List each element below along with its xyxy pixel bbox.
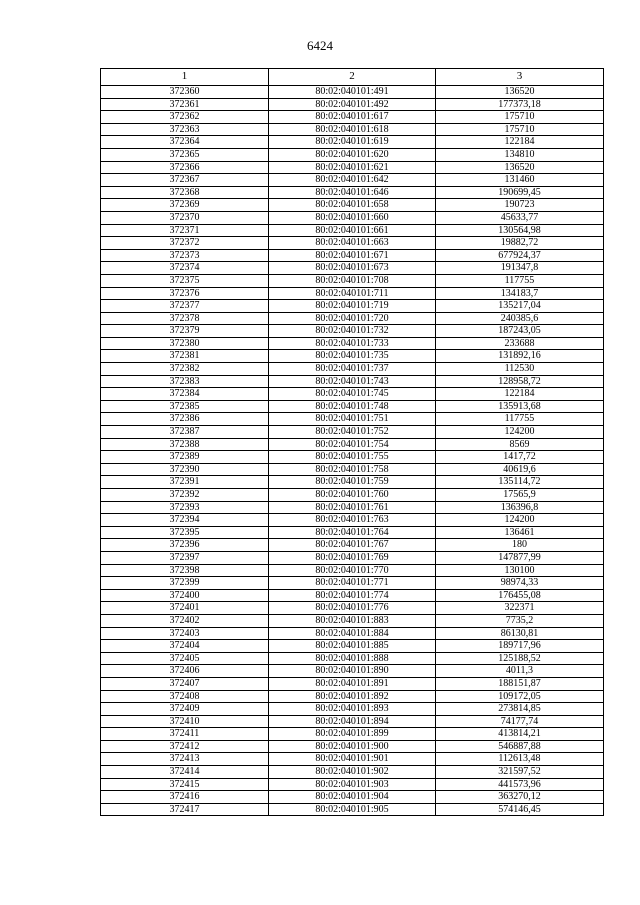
cadastral-number-cell: 80:02:040101:732 (269, 325, 436, 338)
table-row (101, 551, 604, 564)
cadastral-number-cell: 80:02:040101:658 (269, 199, 436, 212)
value-cell: 135913,68 (436, 400, 604, 413)
cadastral-number-cell: 80:02:040101:894 (269, 715, 436, 728)
cadastral-number-cell: 80:02:040101:899 (269, 728, 436, 741)
value-cell: 574146,45 (436, 803, 604, 816)
cadastral-number-cell: 80:02:040101:642 (269, 174, 436, 187)
cadastral-number-cell: 80:02:040101:903 (269, 778, 436, 791)
table-row (101, 224, 604, 237)
page-number: 6424 (307, 38, 333, 53)
value-cell: 190723 (436, 199, 604, 212)
value-cell: 98974,33 (436, 577, 604, 590)
row-number-cell: 372365 (101, 148, 269, 161)
table-row (101, 262, 604, 275)
value-cell: 40619,6 (436, 463, 604, 476)
table-row (101, 640, 604, 653)
cadastral-number-cell: 80:02:040101:771 (269, 577, 436, 590)
row-number-cell: 372372 (101, 237, 269, 250)
row-number-cell: 372362 (101, 111, 269, 124)
cadastral-number-cell: 80:02:040101:776 (269, 602, 436, 615)
row-number-cell: 372376 (101, 287, 269, 300)
cadastral-number-cell: 80:02:040101:752 (269, 426, 436, 439)
value-cell: 19882,72 (436, 237, 604, 250)
row-number-cell: 372390 (101, 463, 269, 476)
value-cell: 177373,18 (436, 98, 604, 111)
row-number-cell: 372384 (101, 388, 269, 401)
table-row (101, 476, 604, 489)
table-row (101, 274, 604, 287)
row-number-cell: 372371 (101, 224, 269, 237)
row-number-cell: 372416 (101, 791, 269, 804)
row-number-cell: 372367 (101, 174, 269, 187)
table-row (101, 111, 604, 124)
cadastral-number-cell: 80:02:040101:891 (269, 677, 436, 690)
row-number-cell: 372393 (101, 501, 269, 514)
cadastral-number-cell: 80:02:040101:901 (269, 753, 436, 766)
value-cell: 122184 (436, 136, 604, 149)
value-cell: 363270,12 (436, 791, 604, 804)
row-number-cell: 372360 (101, 86, 269, 99)
cadastral-number-cell: 80:02:040101:743 (269, 375, 436, 388)
cadastral-number-cell: 80:02:040101:761 (269, 501, 436, 514)
value-cell: 131892,16 (436, 350, 604, 363)
value-cell: 131460 (436, 174, 604, 187)
value-cell: 273814,85 (436, 703, 604, 716)
value-cell: 546887,88 (436, 740, 604, 753)
row-number-cell: 372403 (101, 627, 269, 640)
row-number-cell: 372395 (101, 526, 269, 539)
value-cell: 136520 (436, 161, 604, 174)
cadastral-table (100, 68, 604, 816)
cadastral-number-cell: 80:02:040101:774 (269, 589, 436, 602)
row-number-cell: 372402 (101, 614, 269, 627)
cadastral-number-cell: 80:02:040101:661 (269, 224, 436, 237)
table-row (101, 123, 604, 136)
value-cell: 321597,52 (436, 766, 604, 779)
cadastral-number-cell: 80:02:040101:671 (269, 249, 436, 262)
row-number-cell: 372389 (101, 451, 269, 464)
value-cell: 191347,8 (436, 262, 604, 275)
table-row (101, 388, 604, 401)
table-row (101, 526, 604, 539)
row-number-cell: 372410 (101, 715, 269, 728)
cadastral-number-cell: 80:02:040101:883 (269, 614, 436, 627)
row-number-cell: 372370 (101, 211, 269, 224)
value-cell: 190699,45 (436, 186, 604, 199)
cadastral-number-cell: 80:02:040101:745 (269, 388, 436, 401)
table-row (101, 174, 604, 187)
table-row (101, 514, 604, 527)
table-row (101, 287, 604, 300)
value-cell: 122184 (436, 388, 604, 401)
table-row (101, 791, 604, 804)
cadastral-number-cell: 80:02:040101:618 (269, 123, 436, 136)
cadastral-number-cell: 80:02:040101:904 (269, 791, 436, 804)
row-number-cell: 372412 (101, 740, 269, 753)
row-number-cell: 372361 (101, 98, 269, 111)
value-cell: 74177,74 (436, 715, 604, 728)
value-cell: 45633,77 (436, 211, 604, 224)
cadastral-number-cell: 80:02:040101:748 (269, 400, 436, 413)
row-number-cell: 372385 (101, 400, 269, 413)
table-row (101, 199, 604, 212)
table-row (101, 703, 604, 716)
table-row (101, 337, 604, 350)
column-header-3: 3 (436, 69, 604, 86)
value-cell: 136461 (436, 526, 604, 539)
value-cell: 8569 (436, 438, 604, 451)
table-body (101, 86, 604, 816)
table-row (101, 690, 604, 703)
value-cell: 147877,99 (436, 551, 604, 564)
cadastral-number-cell: 80:02:040101:711 (269, 287, 436, 300)
table-row (101, 463, 604, 476)
table-row (101, 602, 604, 615)
cadastral-number-cell: 80:02:040101:663 (269, 237, 436, 250)
row-number-cell: 372400 (101, 589, 269, 602)
row-number-cell: 372394 (101, 514, 269, 527)
row-number-cell: 372380 (101, 337, 269, 350)
cadastral-number-cell: 80:02:040101:619 (269, 136, 436, 149)
table-row (101, 577, 604, 590)
cadastral-number-cell: 80:02:040101:720 (269, 312, 436, 325)
cadastral-number-cell: 80:02:040101:733 (269, 337, 436, 350)
cadastral-number-cell: 80:02:040101:892 (269, 690, 436, 703)
cadastral-number-cell: 80:02:040101:767 (269, 539, 436, 552)
row-number-cell: 372413 (101, 753, 269, 766)
value-cell: 1417,72 (436, 451, 604, 464)
table-row (101, 614, 604, 627)
table-row (101, 186, 604, 199)
value-cell: 117755 (436, 274, 604, 287)
cadastral-number-cell: 80:02:040101:902 (269, 766, 436, 779)
cadastral-number-cell: 80:02:040101:735 (269, 350, 436, 363)
table-row (101, 300, 604, 313)
row-number-cell: 372377 (101, 300, 269, 313)
row-number-cell: 372407 (101, 677, 269, 690)
row-number-cell: 372375 (101, 274, 269, 287)
row-number-cell: 372397 (101, 551, 269, 564)
value-cell: 112613,48 (436, 753, 604, 766)
table-row (101, 539, 604, 552)
row-number-cell: 372363 (101, 123, 269, 136)
table-row (101, 350, 604, 363)
cadastral-number-cell: 80:02:040101:617 (269, 111, 436, 124)
value-cell: 130564,98 (436, 224, 604, 237)
table-row (101, 489, 604, 502)
value-cell: 233688 (436, 337, 604, 350)
table-row (101, 363, 604, 376)
cadastral-number-cell: 80:02:040101:755 (269, 451, 436, 464)
row-number-cell: 372405 (101, 652, 269, 665)
value-cell: 677924,37 (436, 249, 604, 262)
row-number-cell: 372387 (101, 426, 269, 439)
value-cell: 125188,52 (436, 652, 604, 665)
cadastral-number-cell: 80:02:040101:770 (269, 564, 436, 577)
table-row (101, 98, 604, 111)
row-number-cell: 372417 (101, 803, 269, 816)
table-row (101, 677, 604, 690)
table-row (101, 766, 604, 779)
table-row (101, 161, 604, 174)
cadastral-number-cell: 80:02:040101:621 (269, 161, 436, 174)
cadastral-number-cell: 80:02:040101:754 (269, 438, 436, 451)
value-cell: 175710 (436, 111, 604, 124)
table-row (101, 740, 604, 753)
row-number-cell: 372364 (101, 136, 269, 149)
row-number-cell: 372381 (101, 350, 269, 363)
table-row (101, 249, 604, 262)
row-number-cell: 372366 (101, 161, 269, 174)
value-cell: 17565,9 (436, 489, 604, 502)
table-row (101, 86, 604, 99)
row-number-cell: 372382 (101, 363, 269, 376)
column-header-1: 1 (101, 69, 269, 86)
value-cell: 124200 (436, 514, 604, 527)
value-cell: 135114,72 (436, 476, 604, 489)
table-row (101, 803, 604, 816)
table-row (101, 237, 604, 250)
table-row (101, 312, 604, 325)
row-number-cell: 372409 (101, 703, 269, 716)
row-number-cell: 372415 (101, 778, 269, 791)
table-row (101, 715, 604, 728)
cadastral-number-cell: 80:02:040101:884 (269, 627, 436, 640)
cadastral-number-cell: 80:02:040101:673 (269, 262, 436, 275)
table-row (101, 501, 604, 514)
table-row (101, 627, 604, 640)
table-row (101, 778, 604, 791)
value-cell: 240385,6 (436, 312, 604, 325)
value-cell: 413814,21 (436, 728, 604, 741)
value-cell: 128958,72 (436, 375, 604, 388)
value-cell: 136396,8 (436, 501, 604, 514)
value-cell: 86130,81 (436, 627, 604, 640)
value-cell: 117755 (436, 413, 604, 426)
table-header-row (101, 69, 604, 86)
cadastral-number-cell: 80:02:040101:719 (269, 300, 436, 313)
cadastral-number-cell: 80:02:040101:737 (269, 363, 436, 376)
value-cell: 135217,04 (436, 300, 604, 313)
cadastral-number-cell: 80:02:040101:763 (269, 514, 436, 527)
value-cell: 180 (436, 539, 604, 552)
cadastral-number-cell: 80:02:040101:758 (269, 463, 436, 476)
row-number-cell: 372386 (101, 413, 269, 426)
value-cell: 322371 (436, 602, 604, 615)
cadastral-number-cell: 80:02:040101:764 (269, 526, 436, 539)
value-cell: 136520 (436, 86, 604, 99)
cadastral-number-cell: 80:02:040101:708 (269, 274, 436, 287)
value-cell: 124200 (436, 426, 604, 439)
cadastral-number-cell: 80:02:040101:491 (269, 86, 436, 99)
table-row (101, 375, 604, 388)
table-row (101, 753, 604, 766)
row-number-cell: 372383 (101, 375, 269, 388)
row-number-cell: 372374 (101, 262, 269, 275)
row-number-cell: 372379 (101, 325, 269, 338)
table-row (101, 400, 604, 413)
cadastral-number-cell: 80:02:040101:492 (269, 98, 436, 111)
table-row (101, 438, 604, 451)
row-number-cell: 372396 (101, 539, 269, 552)
value-cell: 109172,05 (436, 690, 604, 703)
cadastral-number-cell: 80:02:040101:905 (269, 803, 436, 816)
table-row (101, 413, 604, 426)
row-number-cell: 372373 (101, 249, 269, 262)
table-row (101, 589, 604, 602)
value-cell: 441573,96 (436, 778, 604, 791)
table-row (101, 325, 604, 338)
value-cell: 7735,2 (436, 614, 604, 627)
row-number-cell: 372406 (101, 665, 269, 678)
value-cell: 176455,08 (436, 589, 604, 602)
table-row (101, 211, 604, 224)
row-number-cell: 372369 (101, 199, 269, 212)
table-row (101, 564, 604, 577)
cadastral-number-cell: 80:02:040101:888 (269, 652, 436, 665)
cadastral-number-cell: 80:02:040101:900 (269, 740, 436, 753)
value-cell: 175710 (436, 123, 604, 136)
cadastral-number-cell: 80:02:040101:890 (269, 665, 436, 678)
row-number-cell: 372368 (101, 186, 269, 199)
table-row (101, 665, 604, 678)
table-row (101, 451, 604, 464)
row-number-cell: 372414 (101, 766, 269, 779)
row-number-cell: 372392 (101, 489, 269, 502)
value-cell: 134183,7 (436, 287, 604, 300)
cadastral-number-cell: 80:02:040101:759 (269, 476, 436, 489)
table-row (101, 652, 604, 665)
row-number-cell: 372399 (101, 577, 269, 590)
value-cell: 134810 (436, 148, 604, 161)
row-number-cell: 372378 (101, 312, 269, 325)
table-row (101, 136, 604, 149)
cadastral-number-cell: 80:02:040101:620 (269, 148, 436, 161)
row-number-cell: 372401 (101, 602, 269, 615)
cadastral-number-cell: 80:02:040101:660 (269, 211, 436, 224)
value-cell: 130100 (436, 564, 604, 577)
value-cell: 187243,05 (436, 325, 604, 338)
cadastral-number-cell: 80:02:040101:769 (269, 551, 436, 564)
value-cell: 4011,3 (436, 665, 604, 678)
value-cell: 112530 (436, 363, 604, 376)
row-number-cell: 372408 (101, 690, 269, 703)
table-row (101, 148, 604, 161)
cadastral-number-cell: 80:02:040101:885 (269, 640, 436, 653)
row-number-cell: 372398 (101, 564, 269, 577)
value-cell: 189717,96 (436, 640, 604, 653)
row-number-cell: 372391 (101, 476, 269, 489)
row-number-cell: 372411 (101, 728, 269, 741)
row-number-cell: 372388 (101, 438, 269, 451)
row-number-cell: 372404 (101, 640, 269, 653)
cadastral-number-cell: 80:02:040101:751 (269, 413, 436, 426)
cadastral-number-cell: 80:02:040101:893 (269, 703, 436, 716)
cadastral-number-cell: 80:02:040101:760 (269, 489, 436, 502)
table-row (101, 426, 604, 439)
cadastral-number-cell: 80:02:040101:646 (269, 186, 436, 199)
value-cell: 188151,87 (436, 677, 604, 690)
column-header-2: 2 (269, 69, 436, 86)
table-row (101, 728, 604, 741)
